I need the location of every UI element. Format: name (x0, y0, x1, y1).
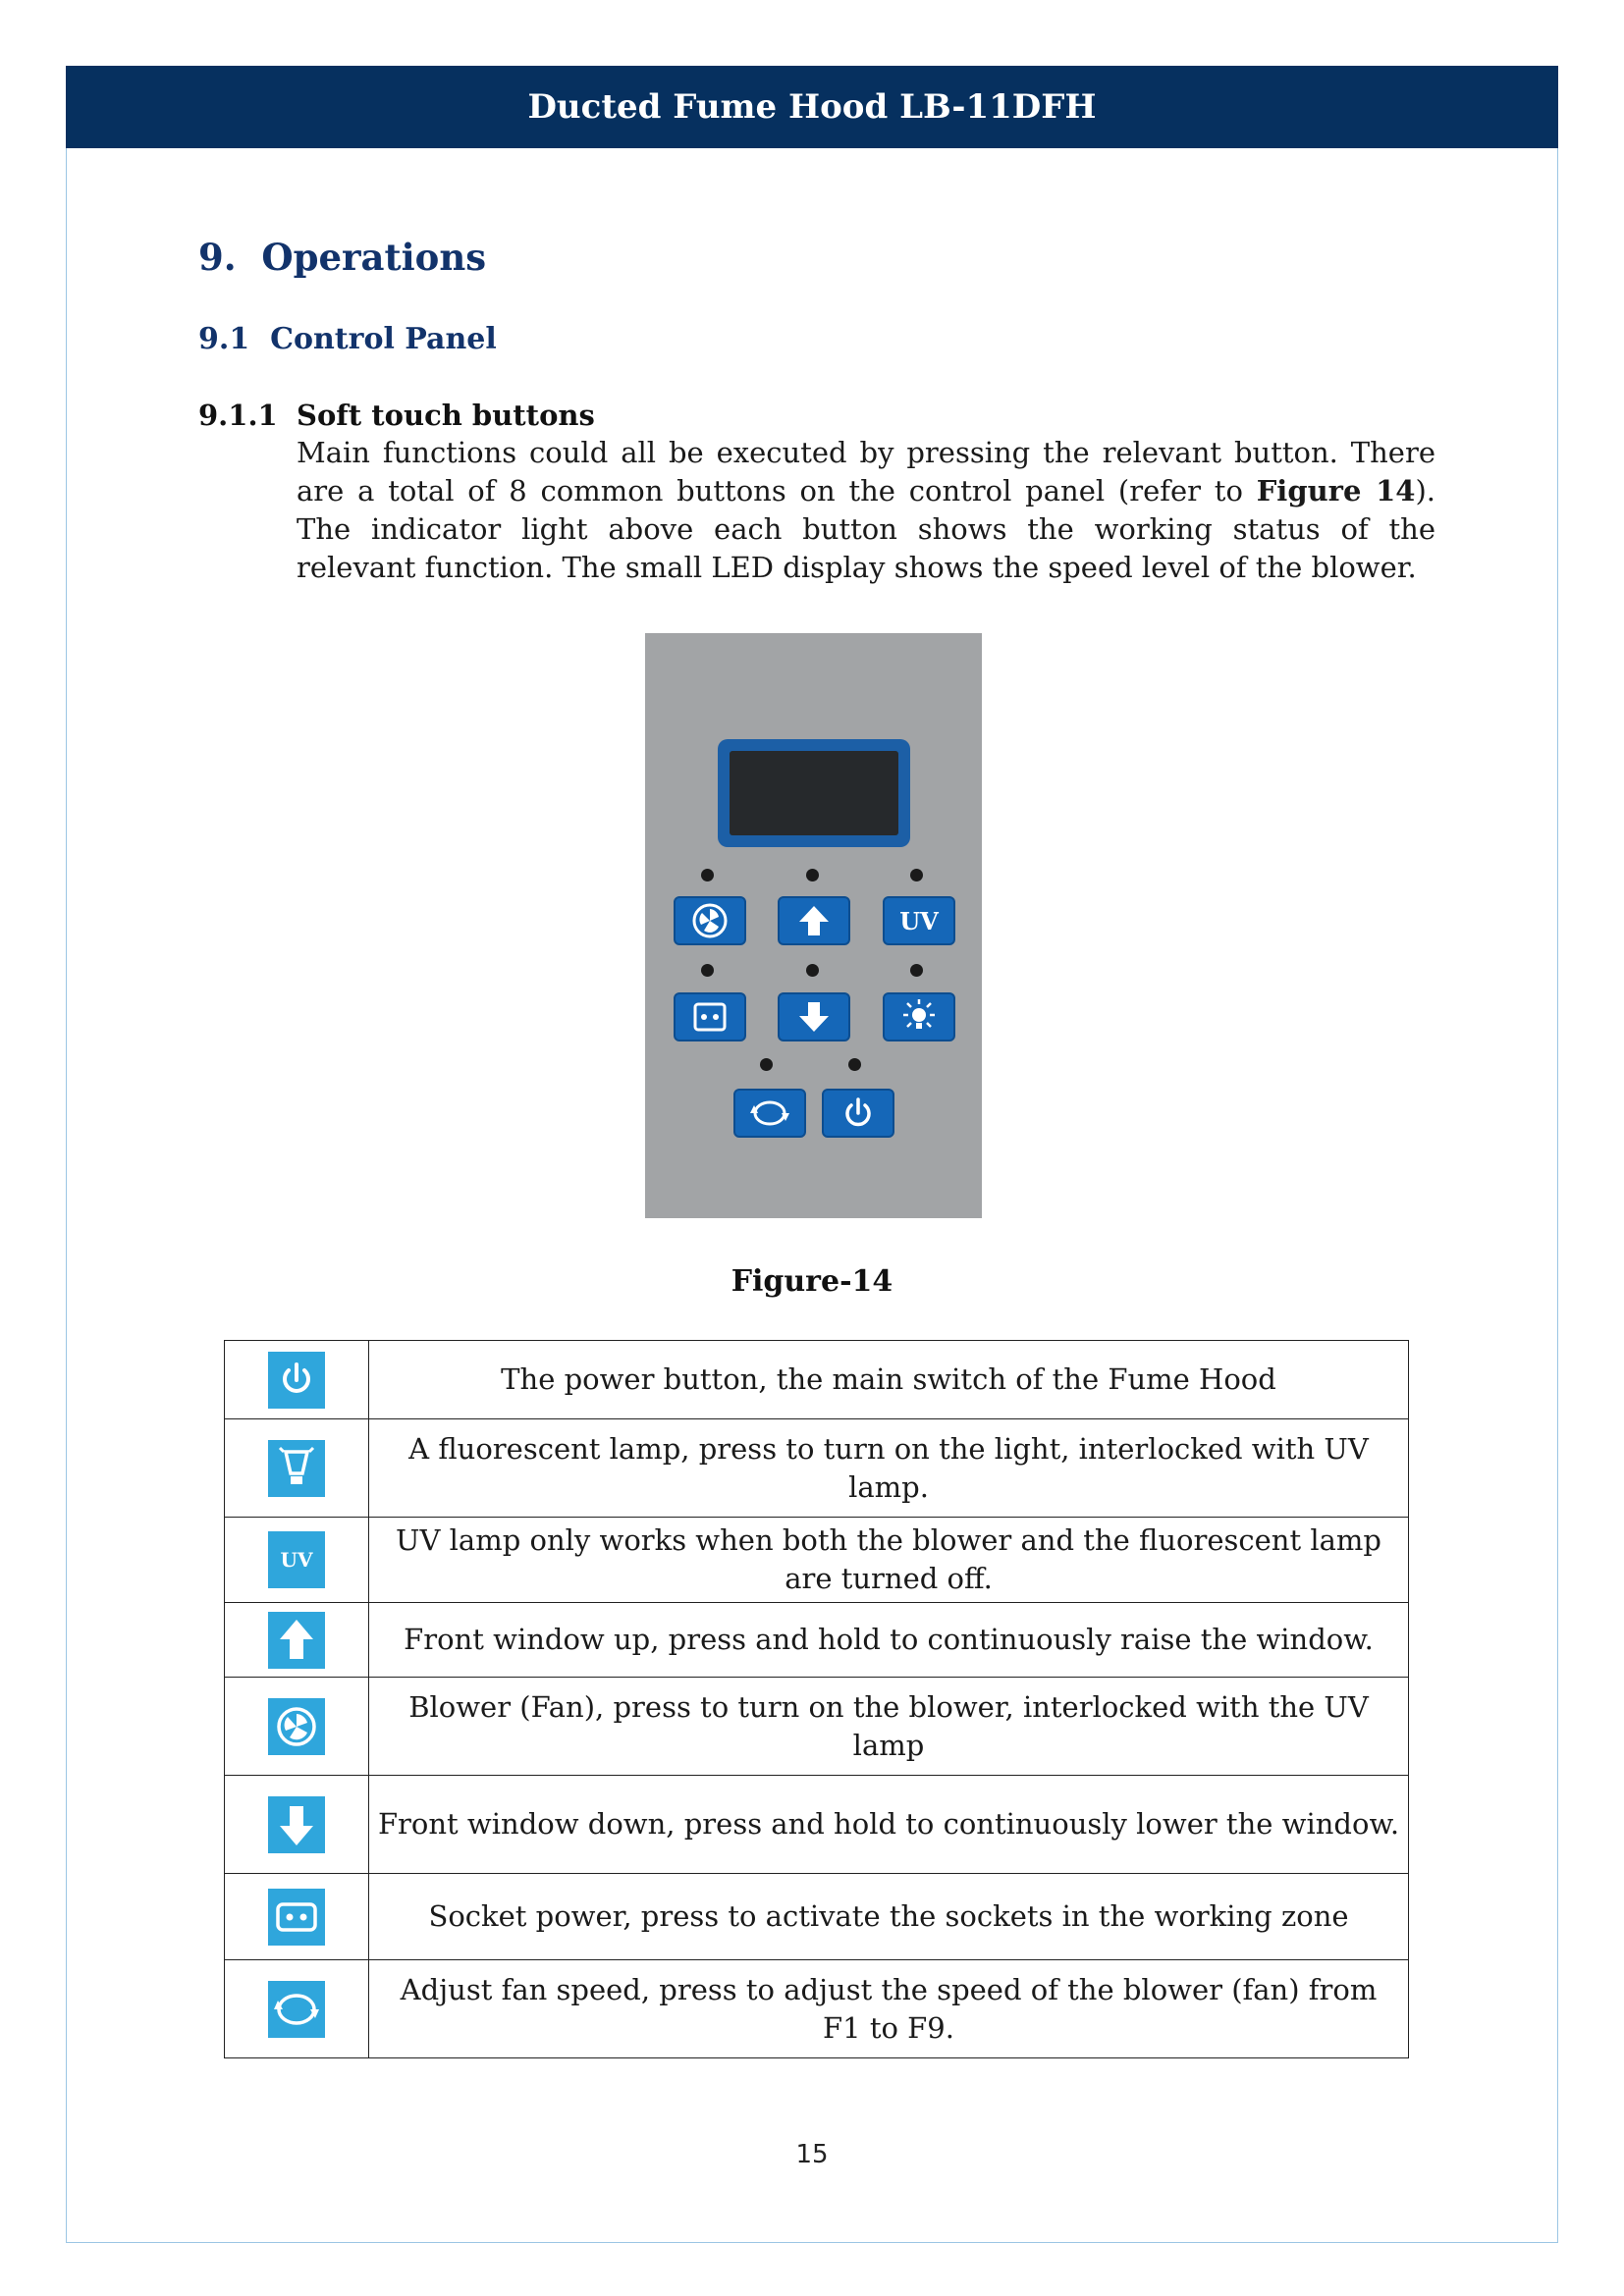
indicator-light (760, 1058, 773, 1071)
subsubsection-number: 9.1.1 (198, 399, 278, 432)
led-display (718, 739, 910, 847)
page-number: 15 (795, 2140, 829, 2169)
table-row (225, 1678, 1409, 1776)
indicator-light (806, 964, 819, 977)
description-cell: Front window up, press and hold to continuously raise the window. (369, 1603, 1409, 1678)
paragraph-text-2: ). The indicator light above each button shows the working status of the relevant function. The small LED display shows the speed level of the blower. (297, 474, 1435, 584)
light-icon (899, 997, 939, 1037)
table-row (225, 1341, 1409, 1419)
socket-icon (268, 1889, 325, 1946)
document-header (66, 66, 1558, 148)
description-cell: UV lamp only works when both the blower and the fluorescent lamp are turned off. (369, 1518, 1409, 1603)
document-title: Ducted Fume Hood LB-11DFH (527, 87, 1097, 127)
description-cell: The power button, the main switch of the Fume Hood (369, 1341, 1409, 1419)
indicator-light (806, 869, 819, 881)
icon-cell (225, 1603, 369, 1678)
uv-icon: UV (899, 906, 939, 935)
table-row (225, 1603, 1409, 1678)
power-button (822, 1089, 894, 1138)
arrow-up-icon (796, 903, 832, 938)
fan-speed-button (733, 1089, 806, 1138)
indicator-light (910, 964, 923, 977)
socket-button (674, 992, 746, 1041)
arrow-up-icon (268, 1612, 325, 1669)
uv-icon: UV (268, 1531, 325, 1588)
fan-icon (268, 1698, 325, 1755)
body-paragraph (297, 434, 1435, 587)
fan-button (674, 896, 746, 945)
icon-cell (225, 1518, 369, 1603)
power-icon (268, 1352, 325, 1409)
subsection-heading: 9.1 Control Panel (198, 322, 497, 356)
indicator-light (701, 869, 714, 881)
description-cell: Adjust fan speed, press to adjust the speed of the blower (fan) from F1 to F9. (369, 1960, 1409, 2058)
lamp-icon (268, 1440, 325, 1497)
icon-cell (225, 1341, 369, 1419)
light-button (883, 992, 955, 1041)
table-row (225, 1960, 1409, 2058)
icon-cell (225, 1419, 369, 1518)
section-heading: 9. Operations (198, 236, 487, 279)
figure-reference: Figure 14 (1256, 474, 1416, 507)
indicator-light (910, 869, 923, 881)
icon-cell (225, 1960, 369, 2058)
table-row (225, 1419, 1409, 1518)
description-cell: Socket power, press to activate the sockets in the working zone (369, 1874, 1409, 1960)
description-cell: A fluorescent lamp, press to turn on the light, interlocked with UV lamp. (369, 1419, 1409, 1518)
description-cell: Front window down, press and hold to continuously lower the window. (369, 1776, 1409, 1874)
arrow-down-icon (268, 1796, 325, 1853)
subsubsection-title: Soft touch buttons (297, 399, 595, 432)
figure-caption: Figure-14 (731, 1264, 893, 1299)
cycle-icon (268, 1981, 325, 2038)
uv-button (883, 896, 955, 945)
icon-cell (225, 1874, 369, 1960)
arrow-down-icon (796, 999, 832, 1035)
table-row (225, 1874, 1409, 1960)
icon-cell (225, 1776, 369, 1874)
indicator-light (848, 1058, 861, 1071)
icon-cell (225, 1678, 369, 1776)
cycle-icon (749, 1095, 790, 1131)
button-function-table (224, 1340, 1409, 2058)
led-display-screen (730, 751, 898, 835)
socket-icon (692, 1001, 728, 1033)
window-down-button (778, 992, 850, 1041)
table-row (225, 1776, 1409, 1874)
paragraph-text-1: Main functions could all be executed by pressing the relevant button. There are a total of 8 common buttons on the control panel (refer to (297, 436, 1435, 507)
subsubsection-heading (198, 399, 595, 432)
table-row (225, 1518, 1409, 1603)
power-icon (840, 1095, 876, 1131)
control-panel-figure (645, 633, 982, 1218)
description-cell: Blower (Fan), press to turn on the blower, interlocked with the UV lamp (369, 1678, 1409, 1776)
fan-icon (690, 901, 730, 940)
window-up-button (778, 896, 850, 945)
indicator-light (701, 964, 714, 977)
